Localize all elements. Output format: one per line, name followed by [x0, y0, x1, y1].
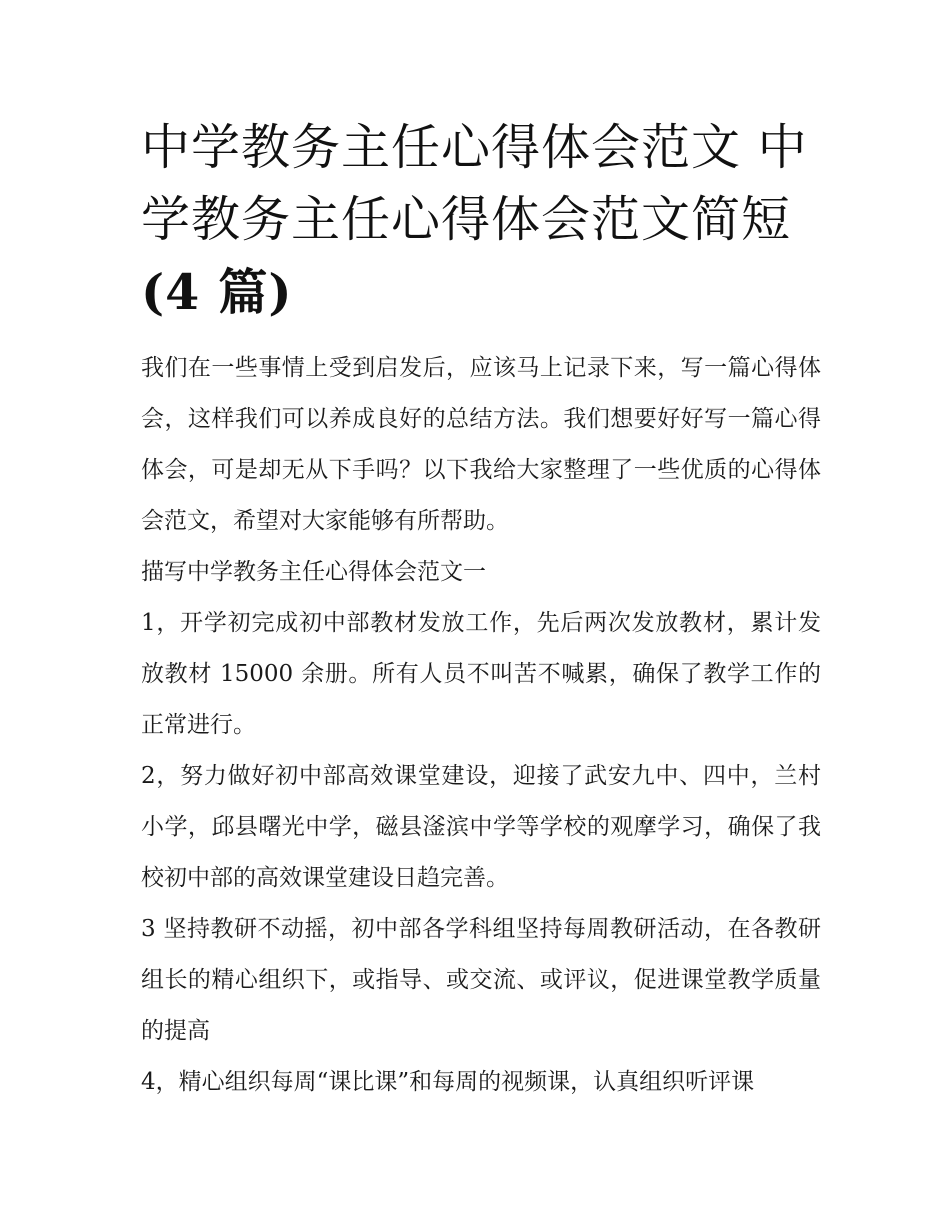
- intro-paragraph: 我们在一些事情上受到启发后，应该马上记录下来，写一篇心得体会，这样我们可以养成良好的总结方法。我们想要好好写一篇心得体会，可是却无从下手吗？以下我给大家整理了一些优质的心得体会范文，希望对大家能够有所帮助。: [141, 355, 821, 534]
- paragraph-item-4: 4，精心组织每周“课比课”和每周的视频课，认真组织听评课: [141, 1069, 755, 1095]
- title-line-1: 中学教务主任心得体会范文 中: [141, 119, 808, 176]
- paragraph-item-3: 3 坚持教研不动摇，初中部各学科组坚持每周教研活动，在各教研组长的精心组织下，或指导、或交流、或评议，促进课堂教学质量的提高: [141, 916, 821, 1044]
- title-line-2: 学教务主任心得体会范文简短: [141, 191, 792, 248]
- section-heading: 描写中学教务主任心得体会范文一: [141, 559, 486, 585]
- document-title: [141, 112, 821, 329]
- paragraph-item-2: 2，努力做好初中部高效课堂建设，迎接了武安九中、四中，兰村小学，邱县曙光中学，磁县滏滨中学等学校的观摩学习，确保了我校初中部的高效课堂建设日趋完善。: [141, 763, 821, 891]
- paragraph-item-1: 1，开学初完成初中部教材发放工作，先后两次发放教材，累计发放教材 15000 余册。所有人员不叫苦不喊累，确保了教学工作的正常进行。: [141, 610, 821, 738]
- document-body: [141, 112, 821, 1108]
- title-line-3: (4 篇): [141, 263, 293, 321]
